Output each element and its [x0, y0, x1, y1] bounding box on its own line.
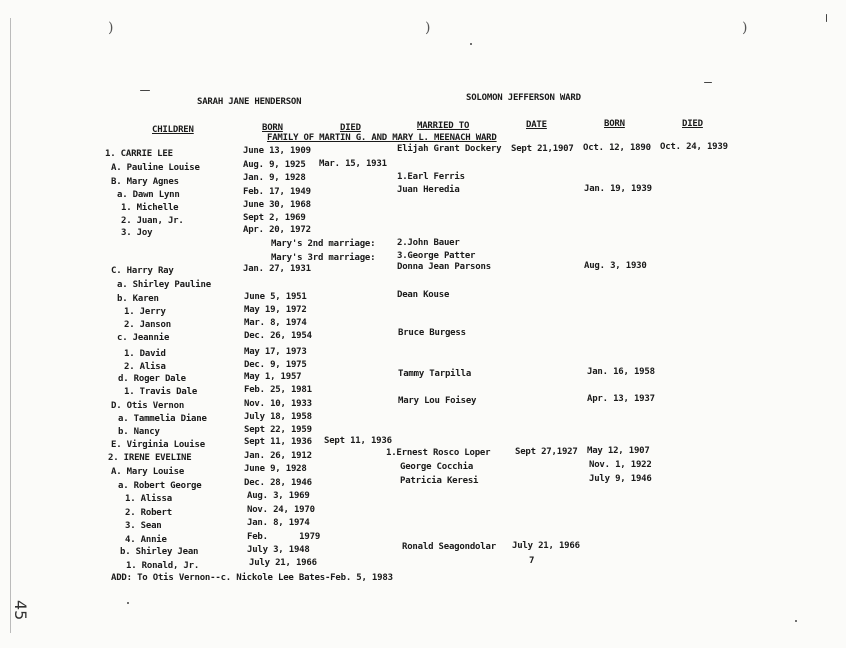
row-spouse-born: July 9, 1946 [589, 474, 652, 484]
row-born: July 18, 1958 [244, 412, 312, 422]
row-born: Apr. 20, 1972 [243, 225, 311, 235]
col-date: DATE [526, 120, 547, 130]
row-name: 2. Robert [125, 508, 172, 518]
row-spouse-born: Oct. 12, 1890 [583, 143, 651, 153]
scan-speck [140, 90, 150, 91]
row-name: D. Otis Vernon [111, 401, 185, 411]
row-name: 1. David [124, 349, 166, 359]
row-name: a. Shirley Pauline [117, 280, 211, 290]
scan-mark: ) [742, 20, 748, 36]
row-name: 3. Joy [121, 228, 153, 238]
row-born: Nov. 24, 1970 [247, 505, 315, 515]
row-name: 2. Juan, Jr. [121, 216, 184, 226]
row-spouse-born: Aug. 3, 1930 [584, 261, 647, 271]
footer-note: ADD: To Otis Vernon--c. Nickole Lee Bates-Feb. 5, 1983 [111, 573, 393, 583]
scan-speck [795, 620, 797, 622]
col-spouse-died: DIED [682, 119, 703, 129]
col-born: BORN [262, 123, 283, 133]
row-spouse: Dean Kouse [397, 290, 450, 300]
wife-name: SARAH JANE HENDERSON [197, 97, 302, 107]
scan-speck [704, 82, 712, 83]
row-spouse: Patricia Keresi [400, 476, 479, 486]
row-born: Jan. 8, 1974 [247, 518, 310, 528]
row-born: May 19, 1972 [244, 305, 307, 315]
row-name: 2. IRENE EVELINE [108, 453, 192, 463]
row-born: July 3, 1948 [247, 545, 310, 555]
row-born: Mar. 8, 1974 [244, 318, 307, 328]
page-number: 45 [11, 600, 30, 621]
row-born: June 30, 1968 [243, 200, 311, 210]
row-name: 1. Travis Dale [124, 387, 198, 397]
row-name: E. Virginia Louise [111, 440, 205, 450]
row-spouse-born: May 12, 1907 [587, 446, 650, 456]
row-name: a. Dawn Lynn [117, 190, 180, 200]
row-name: c. Jeannie [117, 333, 170, 343]
row-name: 1. Michelle [121, 203, 179, 213]
row-spouse: Bruce Burgess [398, 328, 466, 338]
row-born: June 13, 1909 [243, 146, 311, 156]
row-born: Jan. 27, 1931 [243, 264, 311, 274]
row-name: A. Mary Louise [111, 467, 185, 477]
row-born: Sept 2, 1969 [243, 213, 306, 223]
row-born: Feb. 17, 1949 [243, 187, 311, 197]
row-born: Feb. 25, 1981 [244, 385, 312, 395]
row-spouse-died: Oct. 24, 1939 [660, 142, 728, 152]
row-name: C. Harry Ray [111, 266, 174, 276]
row-spouse: Juan Heredia [397, 185, 460, 195]
row-born: June 5, 1951 [244, 292, 307, 302]
row-died: Sept 11, 1936 [324, 436, 392, 446]
row-born: Aug. 3, 1969 [247, 491, 310, 501]
row-born: Sept 22, 1959 [244, 425, 312, 435]
row-died: Mar. 15, 1931 [319, 159, 387, 169]
col-spouse-born: BORN [604, 119, 625, 129]
row-name: 2. Janson [124, 320, 171, 330]
row-born: Jan. 9, 1928 [243, 173, 306, 183]
row-spouse-born: Jan. 19, 1939 [584, 184, 652, 194]
row-name: 1. Jerry [124, 307, 166, 317]
family-title: FAMILY OF MARTIN G. AND MARY L. MEENACH WARD [267, 133, 497, 143]
col-children: CHILDREN [152, 125, 194, 135]
row-born: July 21, 1966 [249, 558, 317, 568]
row-born: Dec. 28, 1946 [244, 478, 312, 488]
row-name: b. Karen [117, 294, 159, 304]
row-born: May 1, 1957 [244, 372, 302, 382]
row-spouse: Mary Lou Foisey [398, 396, 477, 406]
row-date: Sept 21,1907 [511, 144, 574, 154]
row-name: 1. Alissa [125, 494, 172, 504]
scan-mark: ) [425, 20, 431, 36]
scan-mark: ) [108, 20, 114, 36]
row-name: 4. Annie [125, 535, 167, 545]
row-born: Sept 11, 1936 [244, 437, 312, 447]
row-name: d. Roger Dale [118, 374, 186, 384]
row-born: May 17, 1973 [244, 347, 307, 357]
row-born: Nov. 10, 1933 [244, 399, 312, 409]
row-spouse-born: Apr. 13, 1937 [587, 394, 655, 404]
row-spouse: Ronald Seagondolar [402, 542, 496, 552]
husband-name: SOLOMON JEFFERSON WARD [466, 93, 581, 103]
row-name: 2. Alisa [124, 362, 166, 372]
row-spouse: Elijah Grant Dockery [397, 144, 502, 154]
row-spouse: 2.John Bauer [397, 238, 460, 248]
page-edge-line [10, 18, 11, 633]
row-note: Mary's 2nd marriage: [271, 239, 376, 249]
col-died: DIED [340, 123, 361, 133]
row-spouse: George Cocchia [400, 462, 474, 472]
row-spouse-born: Jan. 16, 1958 [587, 367, 655, 377]
scan-speck [826, 14, 827, 22]
row-born: June 9, 1928 [244, 464, 307, 474]
row-born: Jan. 26, 1912 [244, 451, 312, 461]
row-born: Aug. 9, 1925 [243, 160, 306, 170]
row-name: b. Shirley Jean [120, 547, 199, 557]
row-spouse: Donna Jean Parsons [397, 262, 491, 272]
date-note: 7 [529, 556, 535, 566]
row-born: Dec. 9, 1975 [244, 360, 307, 370]
row-born: Dec. 26, 1954 [244, 331, 312, 341]
row-spouse: 3.George Patter [397, 251, 476, 261]
row-spouse-born: Nov. 1, 1922 [589, 460, 652, 470]
row-name: A. Pauline Louise [111, 163, 200, 173]
row-name: 3. Sean [125, 521, 162, 531]
row-name: b. Nancy [118, 427, 160, 437]
row-name: a. Tammelia Diane [118, 414, 207, 424]
scan-speck [127, 602, 129, 604]
row-note: Mary's 3rd marriage: [271, 253, 376, 263]
row-date: Sept 27,1927 [515, 447, 578, 457]
row-spouse: 1.Ernest Rosco Loper [386, 448, 491, 458]
row-born: Feb. 1979 [247, 532, 321, 542]
row-spouse: Tammy Tarpilla [398, 369, 472, 379]
row-name: a. Robert George [118, 481, 202, 491]
row-name: 1. Ronald, Jr. [126, 561, 200, 571]
col-married-to: MARRIED TO [417, 121, 470, 131]
scan-speck [470, 43, 472, 45]
row-name: 1. CARRIE LEE [105, 149, 173, 159]
row-date: July 21, 1966 [512, 541, 580, 551]
row-name: B. Mary Agnes [111, 177, 179, 187]
row-spouse: 1.Earl Ferris [397, 172, 465, 182]
